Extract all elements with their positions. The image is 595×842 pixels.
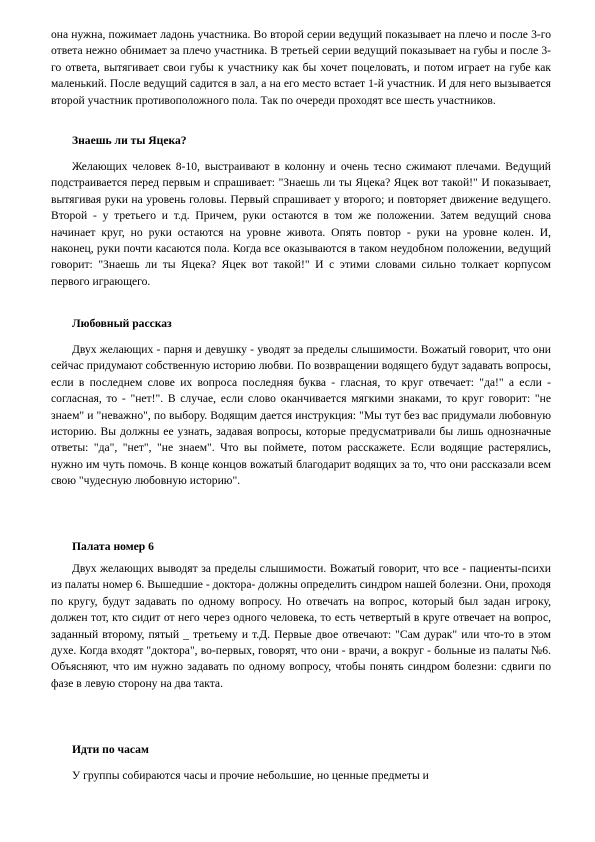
heading-love-story: Любовный рассказ	[72, 317, 172, 330]
paragraph-ward-six: Двух желающих выводят за пределы слышимости. Вожатый говорит, что все - пациенты-психи из палаты номер 6. Вышедшие - доктора- должны определить синдром нашей болезни. Они, проходя по кругу, будут задавать по одному вопросу. Но отвечать на вопрос, который был задан игроку, должен тот, кто сидит от него через одного человека, то есть четвертый в круге отвечает на вопрос, заданный второму, пятый _ третьему и т.Д. Первые двое отвечают: "Сам дурак" или что-то в этом духе. Когда входят "доктора", во-первых, говорят, что они - врачи, а вокруг - больные из палаты №6. Объясняют, что им нужно задавать по одному вопросу, чтобы понять синдром болезни: сдвиги по фазе в левую сторону на два такта.	[51, 562, 551, 690]
heading-ward-six: Палата номер 6	[72, 540, 154, 553]
paragraph-love-story: Двух желающих - парня и девушку - уводят за пределы слышимости. Вожатый говорит, что они сейчас придумают собственную историю любви. По возвращении водящего будут задавать вопросы, если в последнем слове их вопроса последняя буква - гласная, то круг отвечает: "да!" а если - согласная, то - "нет!". В случае, если слово оканчивается мягкими знаками, то круг говорит: "не знаем" и "неважно", по выбору. Водящим дается инструкция: "Мы тут без вас придумали любовную историю. Вы должны ее узнать, задавая вопросы, которые предусматривали бы лишь однозначные ответы: "да", "нет", "не знаем". Что вы поймете, потом расскажете. Если водящие растерялись, нужно им чуть помочь. В конце концов вожатый благодарит водящих за то, что они рассказали всем свою "чудесную любовную историю".	[51, 343, 551, 488]
heading-yacek: Знаешь ли ты Яцека?	[72, 134, 187, 147]
paragraph-clock: У группы собираются часы и прочие небольшие, но ценные предметы и	[72, 769, 429, 782]
paragraph-intro-tail: она нужна, пожимает ладонь участника. Во второй серии ведущий показывает на плечо и после 3-го ответа нежно обнимает за плечо участника. В третьей серии ведущий показывает на губы и после 3-го ответа, вытягивает свои губы к участнику как бы хочет поцеловать, и потом играет на губе как маленький. После ведущий садится в зал, а на его место встает 1-й участник. И для него вызывается второй участник противоположного пола. Так по очереди проходят все шесть участников.	[51, 28, 551, 107]
heading-clock: Идти по часам	[72, 743, 149, 756]
paragraph-yacek: Желающих человек 8-10, выстраивают в колонну и очень тесно сжимают плечами. Ведущий подстраивается перед первым и спрашивает: "Знаешь ли ты Яцека? Яцек вот такой!" И показывает, вытягивая руки на уровень головы. Первый спрашивает у второго; и повторяет движение ведущего. Второй - у третьего и т.д. Причем, руки остаются в том же положении. Затем ведущий снова начинает круг, но руки остаются на уровне живота. Опять повтор - руки на уровне колен. И, наконец, руки почти касаются пола. Когда все оказываются в таком неудобном положении, ведущий говорит: "Знаешь ли ты Яцека? Яцек вот такой!" И с этими словами сильно толкает корпусом первого играющего.	[51, 160, 551, 288]
